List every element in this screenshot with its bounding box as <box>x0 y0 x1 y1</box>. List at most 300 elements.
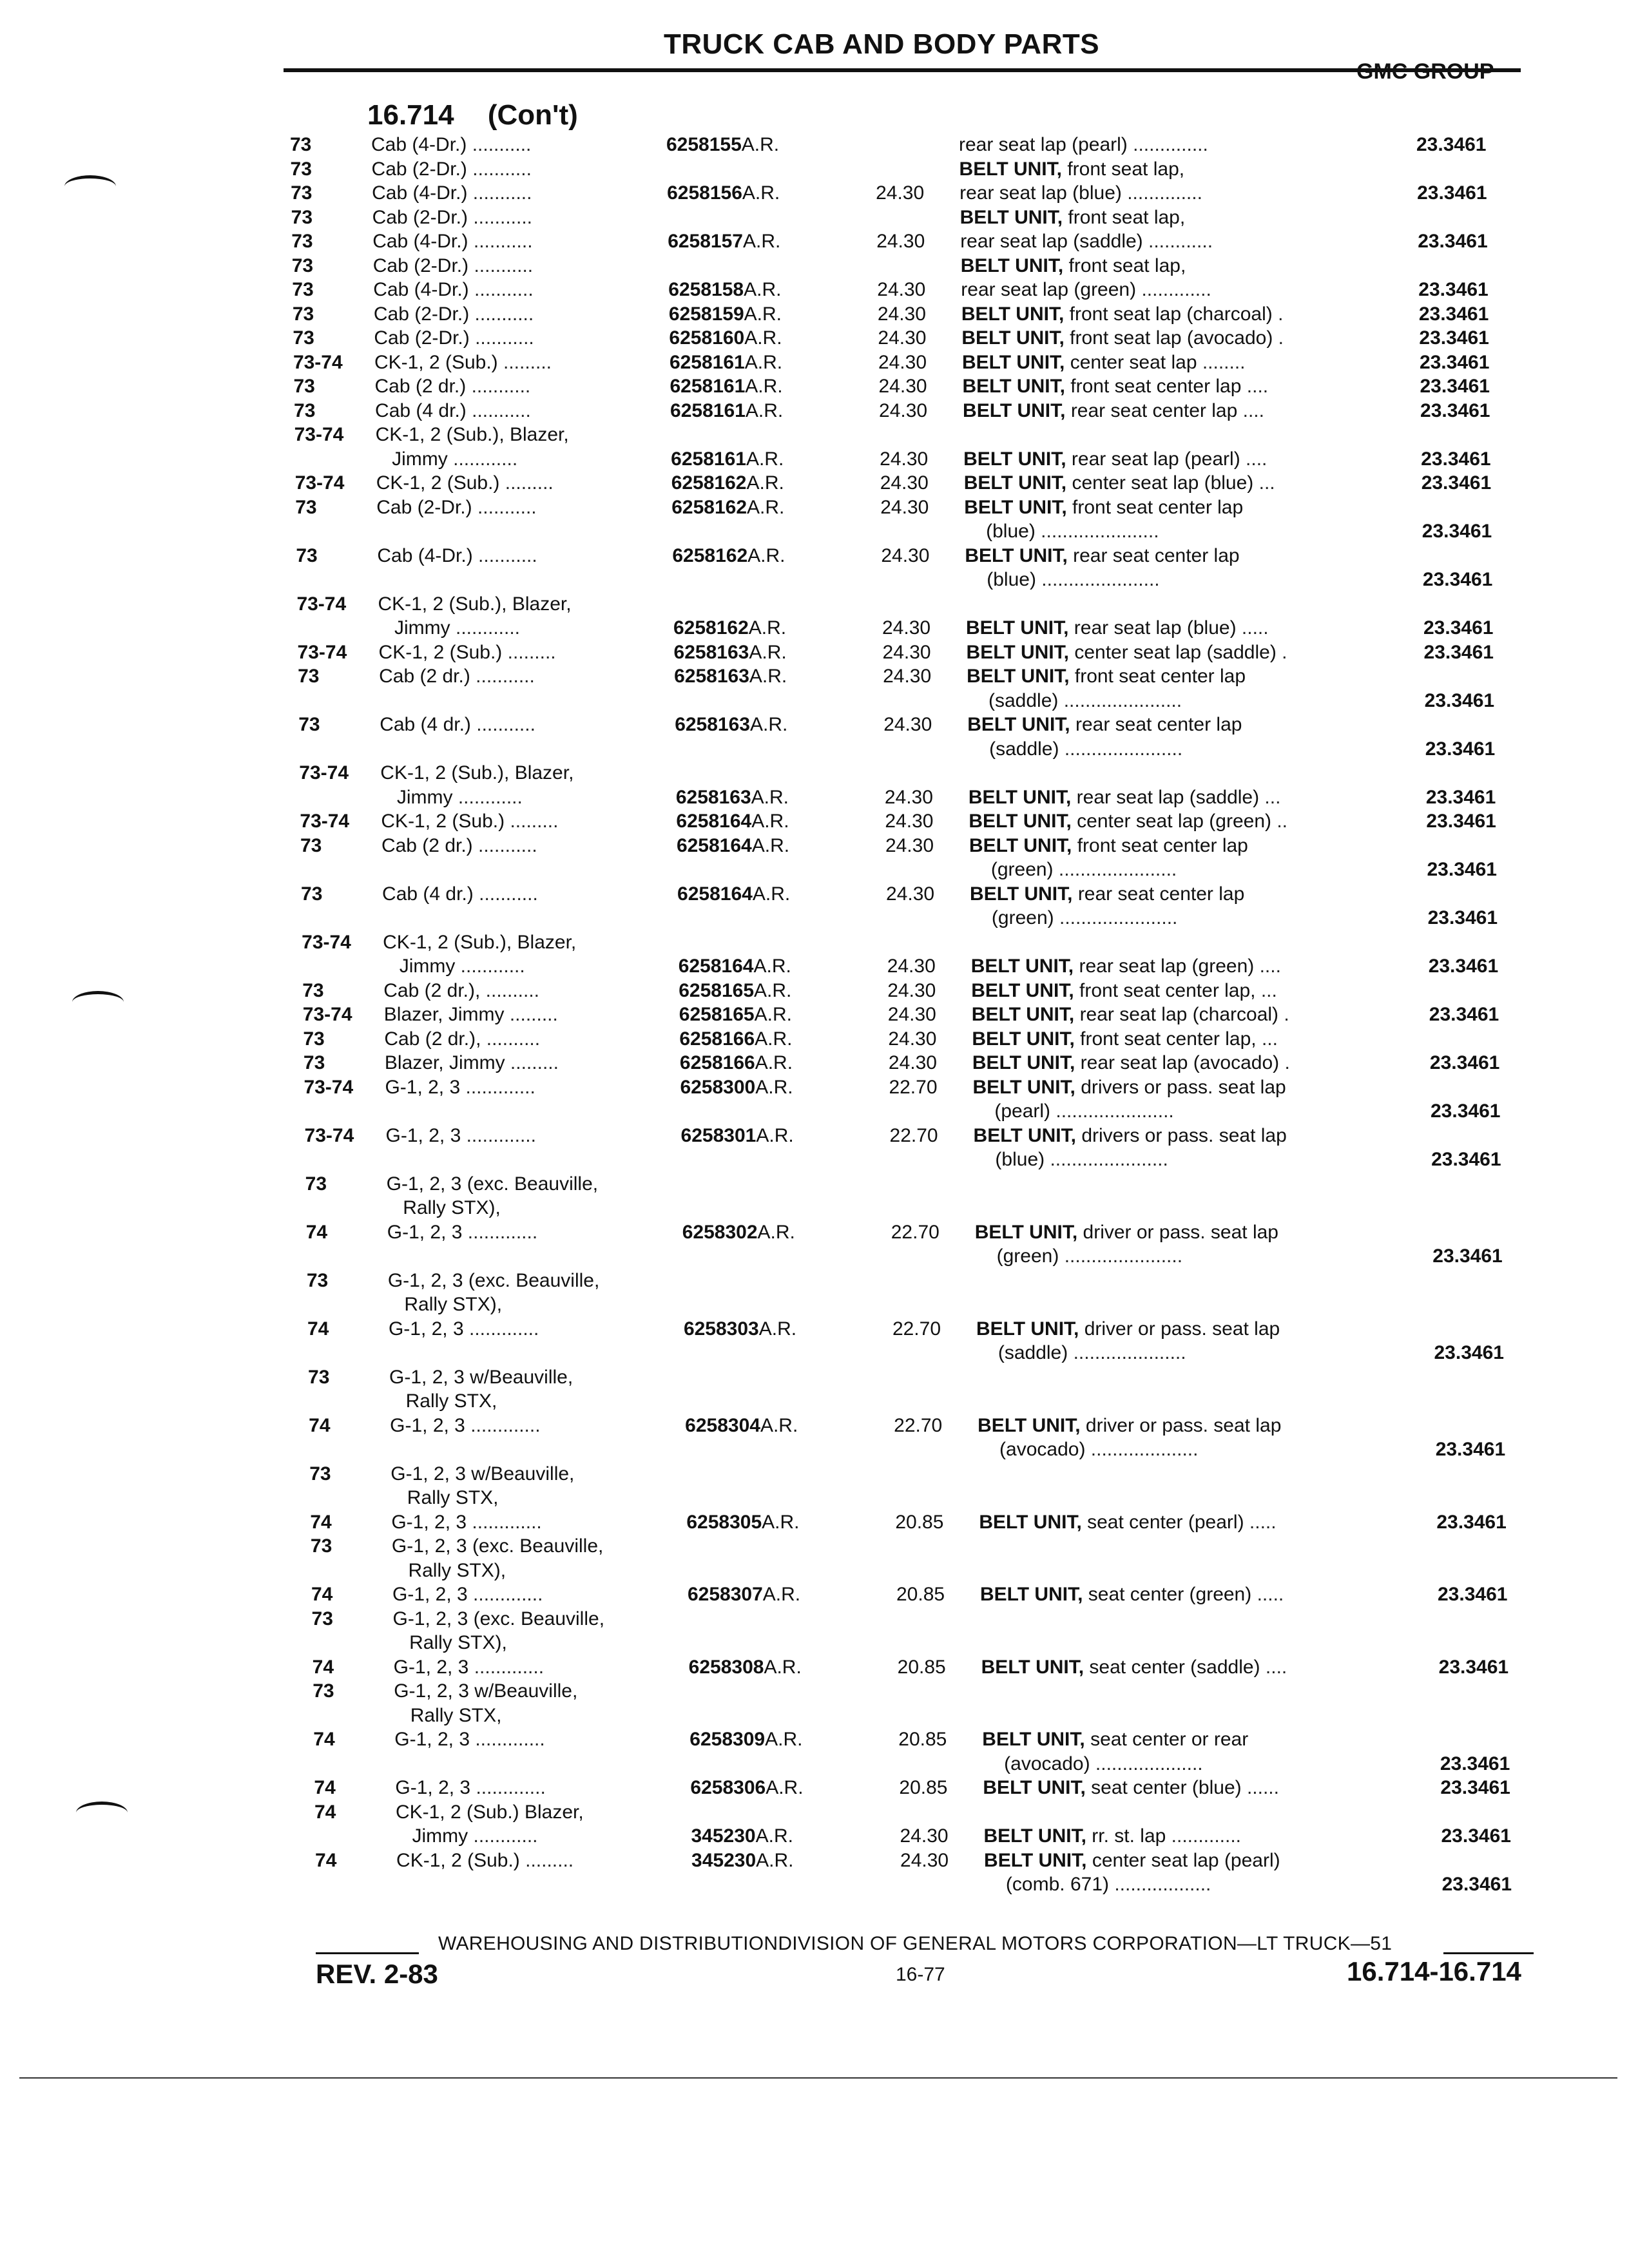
part-name: BELT UNIT, <box>971 1004 1075 1025</box>
model-year: 73 <box>290 158 312 180</box>
application-text: CK-1, 2 (Sub.) <box>376 472 500 494</box>
dot-leaders: ............. <box>1166 1825 1242 1847</box>
part-number-digits: 6258306 <box>690 1777 766 1798</box>
model-year: 73 <box>303 1052 325 1073</box>
group-number: 23.3461 <box>1427 859 1497 880</box>
dot-leaders: ... <box>1256 1028 1278 1050</box>
model-year: 74 <box>311 1584 333 1605</box>
application-text: Cab (2-Dr.) <box>372 255 469 276</box>
part-number <box>668 278 781 302</box>
group-number: 23.3461 <box>1434 1342 1504 1363</box>
part-number-digits: 6258308 <box>688 1656 764 1678</box>
part-number <box>675 713 787 737</box>
list-price: 20.85 <box>897 1656 946 1678</box>
quantity-suffix: A.R. <box>756 1849 794 1871</box>
part-description-text: seat center (green) <box>1083 1584 1252 1605</box>
part-description-text: rear seat center lap <box>1067 544 1240 566</box>
part-number <box>679 954 791 979</box>
part-description-text: (green) <box>975 1245 1059 1267</box>
part-description <box>978 1414 1281 1438</box>
punch-hole-mark <box>76 1802 128 1824</box>
dot-leaders: .............. <box>1121 182 1202 204</box>
part-description <box>981 1655 1287 1680</box>
application-description <box>388 1269 599 1293</box>
dot-leaders: ............. <box>462 1221 538 1243</box>
list-price: 24.30 <box>887 979 936 1001</box>
part-description-text: (avocado) <box>978 1439 1086 1460</box>
part-name: BELT UNIT, <box>971 979 1074 1001</box>
list-price: 24.30 <box>876 231 925 252</box>
dot-leaders: ...................... <box>1050 1100 1174 1122</box>
dot-leaders: ...... <box>1241 1777 1279 1798</box>
dot-leaders: . <box>1278 1004 1289 1025</box>
part-name: BELT UNIT, <box>983 1777 1086 1798</box>
application-text: Cab (4-Dr.) <box>372 182 468 204</box>
application-text: Rally STX, <box>390 1487 499 1508</box>
part-number <box>674 640 787 665</box>
part-description-text: rr. st. lap <box>1086 1825 1166 1847</box>
footer-rule-left <box>316 1952 419 1954</box>
dot-leaders: ...................... <box>1036 569 1160 590</box>
quantity-suffix: A.R. <box>758 1318 797 1340</box>
model-year: 73-74 <box>297 641 347 663</box>
scan-edge-line <box>19 2077 1617 2079</box>
part-number-digits: 6258155 <box>666 134 742 155</box>
dot-leaders: .............. <box>1127 134 1208 155</box>
part-description <box>969 785 1281 810</box>
application-description <box>381 785 523 810</box>
part-description <box>984 1849 1280 1873</box>
application-description <box>372 181 532 206</box>
application-text: G-1, 2, 3 (exc. Beauville, <box>392 1608 605 1629</box>
quantity-suffix: A.R. <box>746 448 784 470</box>
application-text: Jimmy <box>383 956 456 977</box>
application-text: Cab (2 dr.), <box>383 979 481 1001</box>
quantity-suffix: A.R. <box>765 1729 803 1750</box>
part-number <box>680 1075 793 1100</box>
dot-leaders: ............. <box>467 1584 543 1605</box>
part-name: BELT UNIT, <box>974 1221 1078 1243</box>
application-text: Rally STX, <box>394 1704 502 1726</box>
application-text: Rally STX), <box>393 1632 507 1653</box>
quantity-suffix: A.R. <box>764 1656 802 1678</box>
model-year: 73 <box>291 206 313 228</box>
part-name: BELT UNIT, <box>960 255 1064 276</box>
part-number-digits: 345230 <box>691 1849 757 1871</box>
model-year: 73 <box>294 399 316 421</box>
application-description <box>380 713 535 737</box>
part-description-text: (blue) <box>974 1149 1045 1170</box>
application-description <box>380 761 574 785</box>
dot-leaders: ............. <box>465 1414 541 1436</box>
application-description <box>385 1075 535 1100</box>
part-description-text: (saddle) <box>967 738 1059 760</box>
application-description <box>393 1607 604 1631</box>
application-text: Blazer, Jimmy <box>383 1004 505 1025</box>
part-description <box>980 1582 1284 1607</box>
model-year: 73-74 <box>299 762 349 783</box>
part-description <box>961 302 1284 327</box>
list-price: 20.85 <box>899 1777 948 1798</box>
list-price: 24.30 <box>880 448 929 470</box>
list-price: 22.70 <box>889 1124 938 1146</box>
model-year: 73 <box>298 666 320 687</box>
part-number <box>684 1317 796 1341</box>
section-range: 16.714-16.714 <box>1347 1956 1521 1986</box>
list-price: 24.30 <box>878 327 927 349</box>
model-year: 73-74 <box>302 1004 352 1025</box>
list-price: 24.30 <box>885 811 934 832</box>
part-description <box>965 519 1159 544</box>
group-number: 23.3461 <box>1423 641 1494 663</box>
list-price: 24.30 <box>883 666 932 687</box>
list-price: 24.30 <box>900 1849 949 1871</box>
part-description <box>984 1824 1242 1849</box>
group-number: 23.3461 <box>1419 351 1490 373</box>
part-number <box>666 133 779 157</box>
part-description-text: rear seat center lap <box>1070 714 1242 735</box>
application-text: Cab (4-Dr.) <box>373 279 469 300</box>
part-number-digits: 6258164 <box>676 834 752 856</box>
application-text: Cab (4-Dr.) <box>371 134 467 155</box>
revision-label: REV. 2-83 <box>316 1959 438 1989</box>
application-text: G-1, 2, 3 (exc. Beauville, <box>387 1269 600 1291</box>
quantity-suffix: A.R. <box>757 1221 795 1243</box>
application-description <box>378 592 571 617</box>
dot-leaders: ........ <box>1197 351 1246 373</box>
part-description-text: center seat lap (green) <box>1071 811 1271 832</box>
quantity-suffix: A.R. <box>746 472 784 494</box>
dot-leaders: ........... <box>468 279 534 300</box>
list-price: 22.70 <box>894 1414 943 1436</box>
application-description <box>372 229 532 254</box>
part-number <box>682 1220 795 1245</box>
part-description <box>961 326 1284 351</box>
part-name: BELT UNIT, <box>976 1318 1079 1340</box>
list-price: 22.70 <box>892 1318 941 1340</box>
application-description <box>387 1172 598 1196</box>
application-text: Jimmy <box>376 448 448 470</box>
part-description-text: rear seat lap (avocado) <box>1075 1052 1280 1073</box>
part-description <box>967 689 1182 713</box>
dot-leaders: .... <box>1237 399 1264 421</box>
application-text: Cab (2-Dr.) <box>373 303 470 325</box>
group-number: 23.3461 <box>1419 327 1489 349</box>
part-name: BELT UNIT, <box>961 351 1065 373</box>
part-description <box>978 1437 1199 1462</box>
part-number <box>685 1414 798 1438</box>
quantity-suffix: A.R. <box>744 351 783 373</box>
part-name: BELT UNIT, <box>959 158 1062 180</box>
part-description <box>982 1727 1248 1752</box>
part-description <box>967 640 1287 665</box>
part-description-text: front seat center lap <box>1066 496 1244 518</box>
model-year: 73 <box>303 1028 325 1050</box>
part-description-text: rear seat lap (saddle) <box>960 231 1143 252</box>
part-number-digits: 6258158 <box>668 279 744 300</box>
part-description-text: rear seat center lap <box>1072 883 1245 905</box>
part-number <box>668 229 780 254</box>
part-number <box>670 399 783 423</box>
model-year: 73 <box>295 496 317 518</box>
dot-leaders: ........... <box>470 714 535 735</box>
part-number-digits: 6258161 <box>670 399 746 421</box>
application-description <box>390 1389 497 1414</box>
dot-leaders: ..... <box>1244 1511 1277 1533</box>
model-year: 73-74 <box>293 351 343 373</box>
part-description <box>974 1124 1287 1148</box>
model-year: 73-74 <box>294 424 344 445</box>
application-description <box>383 930 576 955</box>
model-year: 73 <box>292 279 314 300</box>
quantity-suffix: A.R. <box>742 231 781 252</box>
part-description-text: rear seat lap (pearl) <box>1066 448 1240 470</box>
part-number-digits: 6258301 <box>680 1124 757 1146</box>
list-price: 24.30 <box>878 351 927 373</box>
part-description-text: (saddle) <box>967 689 1059 711</box>
group-number: 23.3461 <box>1429 1052 1500 1073</box>
dot-leaders: . <box>1279 1052 1290 1073</box>
application-text: Rally STX), <box>392 1559 506 1581</box>
application-description <box>391 1510 541 1535</box>
model-year: 73 <box>301 883 323 905</box>
dot-leaders: ........... <box>466 376 531 397</box>
quantity-suffix: A.R. <box>741 134 780 155</box>
dot-leaders: ........... <box>467 182 532 204</box>
dot-leaders: ........... <box>469 327 534 349</box>
part-number <box>671 447 784 472</box>
list-price: 24.30 <box>876 182 925 204</box>
application-description <box>376 447 517 472</box>
part-number <box>676 809 789 834</box>
model-year: 73 <box>302 979 324 1001</box>
dot-leaders: .. <box>1271 811 1288 832</box>
dot-leaders: ........... <box>467 134 532 155</box>
model-year: 73 <box>308 1366 330 1388</box>
group-number: 23.3461 <box>1418 279 1489 300</box>
part-description-text: seat center (saddle) <box>1084 1656 1260 1678</box>
model-year: 73 <box>293 376 315 397</box>
group-number: 23.3461 <box>1440 1753 1510 1774</box>
application-description <box>394 1679 577 1704</box>
part-number <box>670 374 783 399</box>
part-description-text: rear seat lap (charcoal) <box>1074 1004 1279 1025</box>
list-price: 24.30 <box>877 303 926 325</box>
part-name: BELT UNIT, <box>972 1052 1075 1073</box>
part-name: BELT UNIT, <box>981 1656 1084 1678</box>
model-year: 73 <box>309 1463 331 1485</box>
quantity-suffix: A.R. <box>756 1124 794 1146</box>
part-name: BELT UNIT, <box>966 641 1069 663</box>
part-description <box>964 471 1275 495</box>
quantity-suffix: A.R. <box>762 1511 800 1533</box>
part-number-digits: 6258163 <box>673 641 749 663</box>
part-description <box>963 447 1267 472</box>
dot-leaders: ...................... <box>1059 738 1183 760</box>
model-year: 74 <box>315 1849 337 1871</box>
model-year: 74 <box>310 1511 332 1533</box>
part-number <box>672 544 785 568</box>
dot-leaders: ...................... <box>1053 859 1177 880</box>
application-text: Jimmy <box>378 617 450 639</box>
quantity-suffix: A.R. <box>752 883 791 905</box>
part-description-text: rear seat lap (green) <box>961 279 1137 300</box>
list-price: 24.30 <box>885 834 934 856</box>
part-number <box>677 882 790 907</box>
application-description <box>372 206 532 230</box>
part-number <box>681 1124 794 1148</box>
model-year: 73 <box>291 182 313 204</box>
part-number <box>671 495 784 520</box>
list-price: 22.70 <box>889 1076 938 1098</box>
list-price: 24.30 <box>882 641 931 663</box>
part-description-text: front seat center lap <box>1069 666 1246 687</box>
part-number <box>679 1003 792 1027</box>
part-number-digits: 6258300 <box>680 1076 756 1098</box>
part-number <box>680 1051 793 1075</box>
application-text: CK-1, 2 (Sub.) <box>396 1849 520 1871</box>
part-number-digits: 6258162 <box>673 617 749 639</box>
part-name: BELT UNIT, <box>968 786 1072 808</box>
model-year: 73 <box>293 327 314 349</box>
part-description <box>970 882 1244 907</box>
application-text: G-1, 2, 3 <box>391 1511 467 1533</box>
list-price: 24.30 <box>887 956 936 977</box>
part-number <box>669 302 782 327</box>
dot-leaders: . <box>1273 327 1284 349</box>
application-text: Rally STX), <box>387 1197 501 1218</box>
application-text: Jimmy <box>396 1825 468 1847</box>
application-description <box>387 1220 537 1245</box>
part-description-text: driver or pass. seat lap <box>1080 1414 1282 1436</box>
part-number-digits: 6258162 <box>672 544 748 566</box>
part-description-text: front seat lap (charcoal) <box>1064 303 1273 325</box>
dot-leaders: ............. <box>463 1318 539 1340</box>
part-number-digits: 6258303 <box>683 1318 759 1340</box>
application-description <box>373 278 533 302</box>
group-label: GMC GROUP <box>1356 59 1494 84</box>
application-text: Cab (2-Dr.) <box>371 158 467 180</box>
list-price: 20.85 <box>896 1584 945 1605</box>
application-text: Blazer, Jimmy <box>384 1052 505 1073</box>
group-number: 23.3461 <box>1426 811 1496 832</box>
part-number-digits: 6258157 <box>668 231 743 252</box>
group-number: 23.3461 <box>1429 1004 1499 1025</box>
application-description <box>382 882 538 907</box>
application-text: Rally STX), <box>388 1294 503 1315</box>
group-number: 23.3461 <box>1438 1656 1509 1678</box>
list-price: 24.30 <box>884 786 933 808</box>
application-text: Rally STX, <box>389 1390 497 1412</box>
application-description <box>376 495 536 520</box>
dot-leaders: ............. <box>1136 279 1211 300</box>
application-text: CK-1, 2 (Sub.), Blazer, <box>383 931 577 953</box>
part-number <box>689 1655 802 1680</box>
model-year: 73 <box>290 134 312 155</box>
group-number: 23.3461 <box>1418 303 1489 325</box>
part-name: BELT UNIT, <box>984 1849 1087 1871</box>
dot-leaders: .... <box>1254 956 1281 977</box>
page-title: TRUCK CAB AND BODY PARTS <box>664 28 1100 60</box>
dot-leaders: ..... <box>1236 617 1269 639</box>
model-year: 73-74 <box>296 593 347 615</box>
model-year: 74 <box>314 1801 336 1823</box>
part-description <box>967 713 1242 737</box>
application-text: G-1, 2, 3 w/Beauville, <box>394 1680 578 1702</box>
application-text: Cab (2 dr.) <box>381 834 473 856</box>
group-number: 23.3461 <box>1431 1100 1501 1122</box>
part-description <box>968 737 1182 762</box>
dot-leaders: ...................... <box>1035 521 1159 542</box>
list-price: 24.30 <box>880 472 929 494</box>
part-number-digits: 6258166 <box>679 1052 755 1073</box>
dot-leaders: .................... <box>1085 1439 1199 1460</box>
application-description <box>383 979 539 1003</box>
part-description <box>967 664 1246 689</box>
part-description <box>960 229 1213 254</box>
quantity-suffix: A.R. <box>747 496 785 518</box>
application-text: G-1, 2, 3 w/Beauville, <box>389 1366 574 1388</box>
quantity-suffix: A.R. <box>745 376 783 397</box>
application-text: Cab (4-Dr.) <box>377 544 473 566</box>
part-description <box>969 809 1287 834</box>
application-text: Cab (2-Dr.) <box>372 206 468 228</box>
dot-leaders: ............ <box>447 448 518 470</box>
part-number <box>686 1510 799 1535</box>
group-number: 23.3461 <box>1441 1825 1511 1847</box>
list-price: 24.30 <box>883 714 932 735</box>
application-description <box>388 1293 502 1317</box>
part-description <box>971 979 1277 1003</box>
application-text: G-1, 2, 3 w/Beauville, <box>390 1463 575 1485</box>
list-price: 24.30 <box>879 399 928 421</box>
part-description <box>969 834 1248 858</box>
quantity-suffix: A.R. <box>749 666 787 687</box>
quantity-suffix: A.R. <box>744 303 782 325</box>
footer-rule-right <box>1443 1952 1534 1954</box>
list-price: 20.85 <box>898 1729 947 1750</box>
application-description <box>381 834 537 858</box>
dot-leaders: ............. <box>467 1511 542 1533</box>
application-text: Cab (4 dr.) <box>382 883 474 905</box>
part-description-text: rear seat lap (saddle) <box>1071 786 1260 808</box>
list-price: 24.30 <box>881 544 930 566</box>
group-number: 23.3461 <box>1422 521 1492 542</box>
part-description <box>964 495 1243 520</box>
model-year: 74 <box>305 1221 328 1243</box>
part-name: BELT UNIT, <box>964 496 1067 518</box>
part-description <box>976 1317 1280 1341</box>
part-description <box>965 544 1239 568</box>
quantity-suffix: A.R. <box>754 979 792 1001</box>
dot-leaders: ........... <box>468 255 534 276</box>
part-description-text: (pearl) <box>973 1100 1051 1122</box>
dot-leaders: ... <box>1253 472 1275 494</box>
part-name: BELT UNIT, <box>980 1584 1083 1605</box>
group-number: 23.3461 <box>1422 569 1493 590</box>
quantity-suffix: A.R. <box>749 641 787 663</box>
part-number-digits: 6258161 <box>671 448 746 470</box>
part-description <box>972 1075 1286 1100</box>
application-description <box>394 1704 502 1728</box>
application-description <box>379 664 535 689</box>
dot-leaders: ............ <box>450 617 521 639</box>
footer-organization: WAREHOUSING AND DISTRIBUTIONDIVISION OF GENERAL MOTORS CORPORATION—LT TRUCK—51 <box>438 1933 1393 1954</box>
application-description <box>374 351 552 375</box>
part-description <box>983 1776 1279 1800</box>
dot-leaders: .................. <box>1109 1874 1211 1895</box>
group-number: 23.3461 <box>1420 376 1490 397</box>
